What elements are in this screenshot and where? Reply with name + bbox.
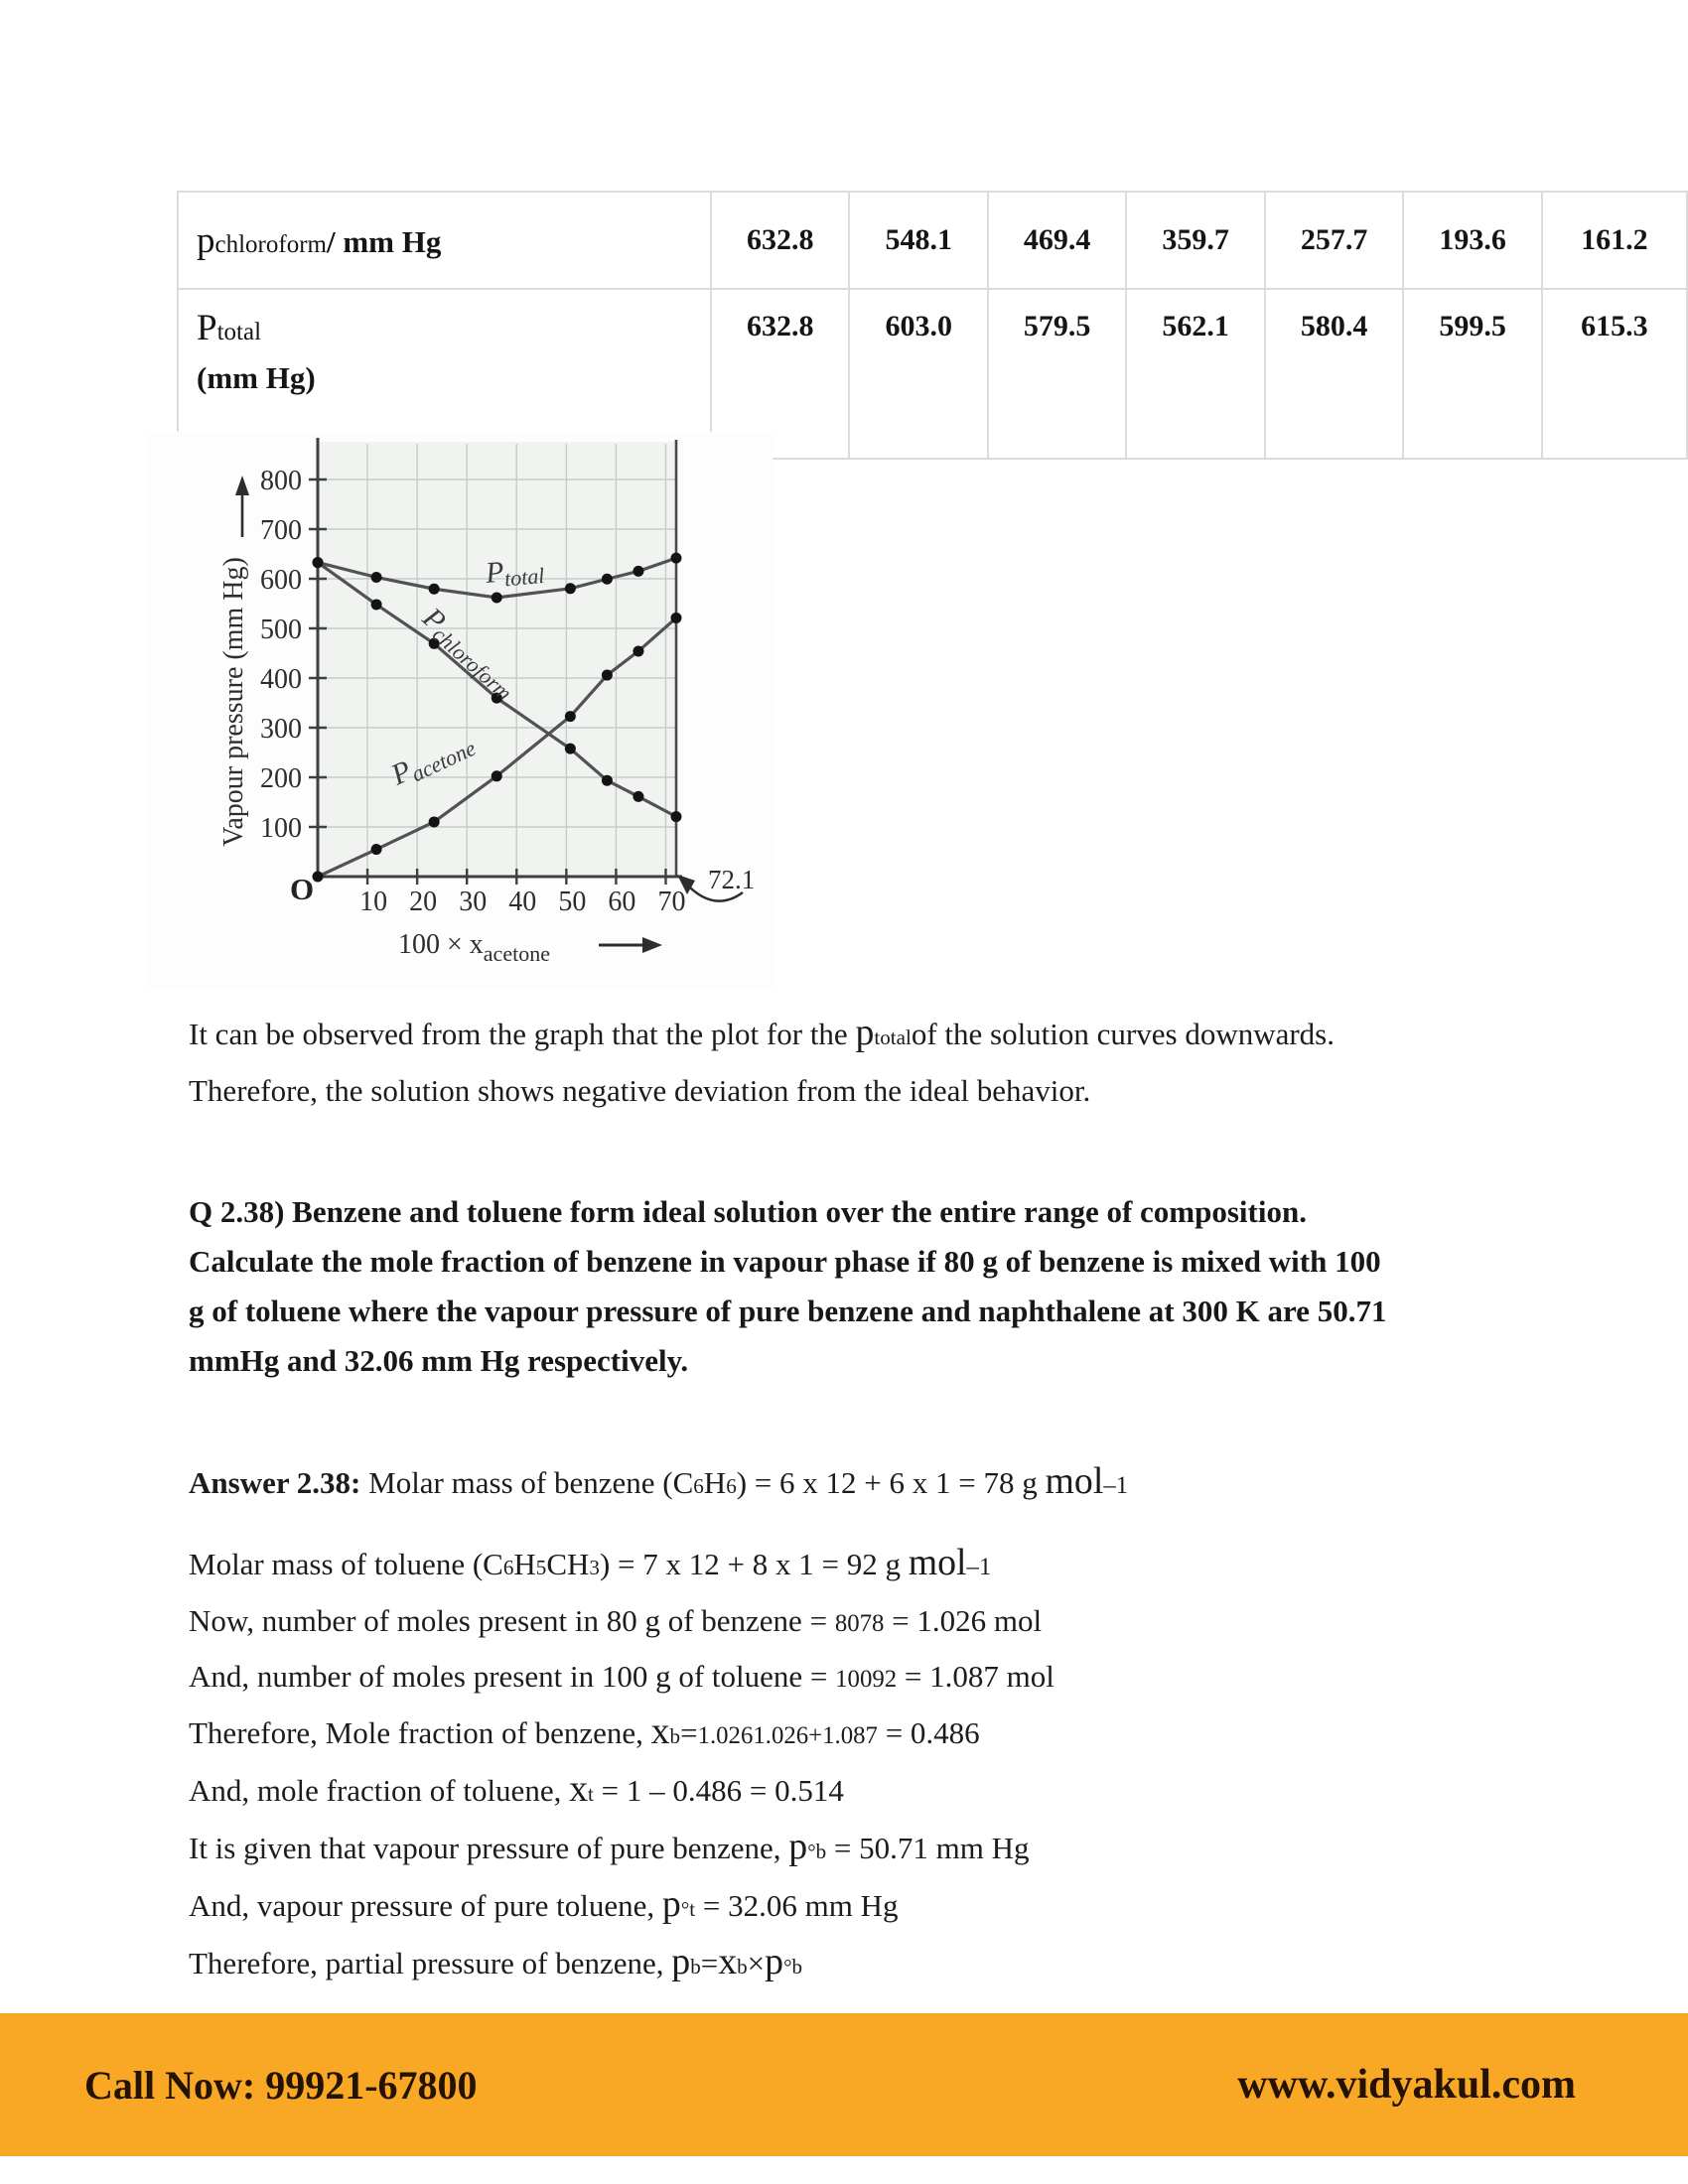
row-label-symbol: Ptotal <box>197 308 262 348</box>
svg-text:700: 700 <box>260 515 302 546</box>
row-label-chloroform <box>178 192 711 289</box>
answer-2-38 <box>189 1455 1638 1993</box>
table-cell: 599.5 <box>1403 289 1541 459</box>
table-row-chloroform <box>178 192 1687 289</box>
svg-text:70: 70 <box>657 887 686 917</box>
svg-text:300: 300 <box>260 714 302 745</box>
footer-bar <box>0 2013 1688 2156</box>
svg-text:30: 30 <box>459 887 488 917</box>
answer-line: It is given that vapour pressure of pure benzene, p°b = 50.71 mm Hg <box>189 1826 1030 1867</box>
table-cell: 580.4 <box>1265 289 1403 459</box>
table-cell: 469.4 <box>988 192 1126 289</box>
answer-line: Now, number of moles present in 80 g of benzene = 8078 = 1.026 mol <box>189 1603 1043 1638</box>
vapour-pressure-figure <box>147 432 773 990</box>
answer-line: And, number of moles present in 100 g of toluene = 10092 = 1.087 mol <box>189 1659 1055 1694</box>
svg-text:100 × xacetone: $100 \times x_{acetone}$ <box>398 929 550 966</box>
answer-line: And, vapour pressure of pure toluene, p°t = 32.06 mm Hg <box>189 1883 899 1925</box>
svg-text:600: 600 <box>260 565 302 596</box>
table-cell: 193.6 <box>1403 192 1541 289</box>
svg-text:Pacetone: Pacetone <box>386 735 480 792</box>
footer-phone: Call Now: 99921-67800 <box>84 2062 478 2108</box>
table-cell: 579.5 <box>988 289 1126 459</box>
table-cell: 548.1 <box>849 192 987 289</box>
svg-text:10: 10 <box>359 887 388 917</box>
svg-text:Vapour pressure (mm Hg): Vapour pressure (mm Hg) <box>218 557 249 847</box>
svg-text:72.1: 72.1 <box>708 865 756 894</box>
table-cell: 562.1 <box>1126 289 1264 459</box>
svg-text:50: 50 <box>558 887 587 917</box>
svg-text:Ptotal: Ptotal <box>484 555 546 592</box>
row-label-symbol: p <box>197 219 215 261</box>
table-cell: 632.8 <box>711 289 849 459</box>
svg-text:O: O <box>289 872 315 906</box>
answer-line: Therefore, partial pressure of benzene, pb=xb×p°b <box>189 1941 803 1982</box>
answer-line: Therefore, Mole fraction of benzene, xb=1.0261.026+1.087 = 0.486 <box>189 1710 980 1752</box>
row-label-subscript: chloroform <box>214 230 327 258</box>
svg-text:400: 400 <box>260 664 302 695</box>
svg-text:60: 60 <box>608 887 636 917</box>
table-cell: 603.0 <box>849 289 987 459</box>
svg-text:40: 40 <box>508 887 537 917</box>
table-cell: 359.7 <box>1126 192 1264 289</box>
svg-text:Pchloroform: Pchloroform <box>416 601 517 706</box>
vapour-pressure-chart <box>147 432 773 990</box>
pressure-data-table <box>177 191 1688 460</box>
svg-text:20: 20 <box>409 887 438 917</box>
answer-line: Molar mass of toluene (C6H5CH3) = 7 x 12 + 8 x 1 = 92 g mol–1 <box>189 1542 992 1583</box>
answer-line: And, mole fraction of toluene, xt = 1 – 0.486 = 0.514 <box>189 1768 844 1810</box>
svg-text:200: 200 <box>260 763 302 794</box>
observation-paragraph: It can be observed from the graph that the plot for the ptotalof the solution curves downwards. Therefore, the solution shows negative deviation from the ideal behavior. <box>189 1012 1335 1108</box>
row-label-unit: / mm Hg <box>326 223 442 259</box>
svg-text:100: 100 <box>260 813 302 844</box>
table-cell: 632.8 <box>711 192 849 289</box>
row-label-unit: (mm Hg) <box>197 360 316 395</box>
svg-text:800: 800 <box>260 466 302 496</box>
table-cell: 257.7 <box>1265 192 1403 289</box>
svg-text:500: 500 <box>260 614 302 645</box>
answer-line: Answer 2.38: Molar mass of benzene (C6H6) = 6 x 12 + 6 x 1 = 78 g mol–1 <box>189 1460 1129 1502</box>
table-cell: 615.3 <box>1542 289 1687 459</box>
question-2-38: Q 2.38) Benzene and toluene form ideal solution over the entire range of composition. Calculate the mole fraction of benzene in vapour phase if 80 g of benzene is mixed with 100 g of toluene where the vapour pressure of pure benzene and naphthalene at 300 K are 50.71 mmHg and 32.06 mm Hg respectively. <box>189 1194 1387 1378</box>
table-cell: 161.2 <box>1542 192 1687 289</box>
footer-website: www.vidyakul.com <box>1237 2062 1576 2108</box>
